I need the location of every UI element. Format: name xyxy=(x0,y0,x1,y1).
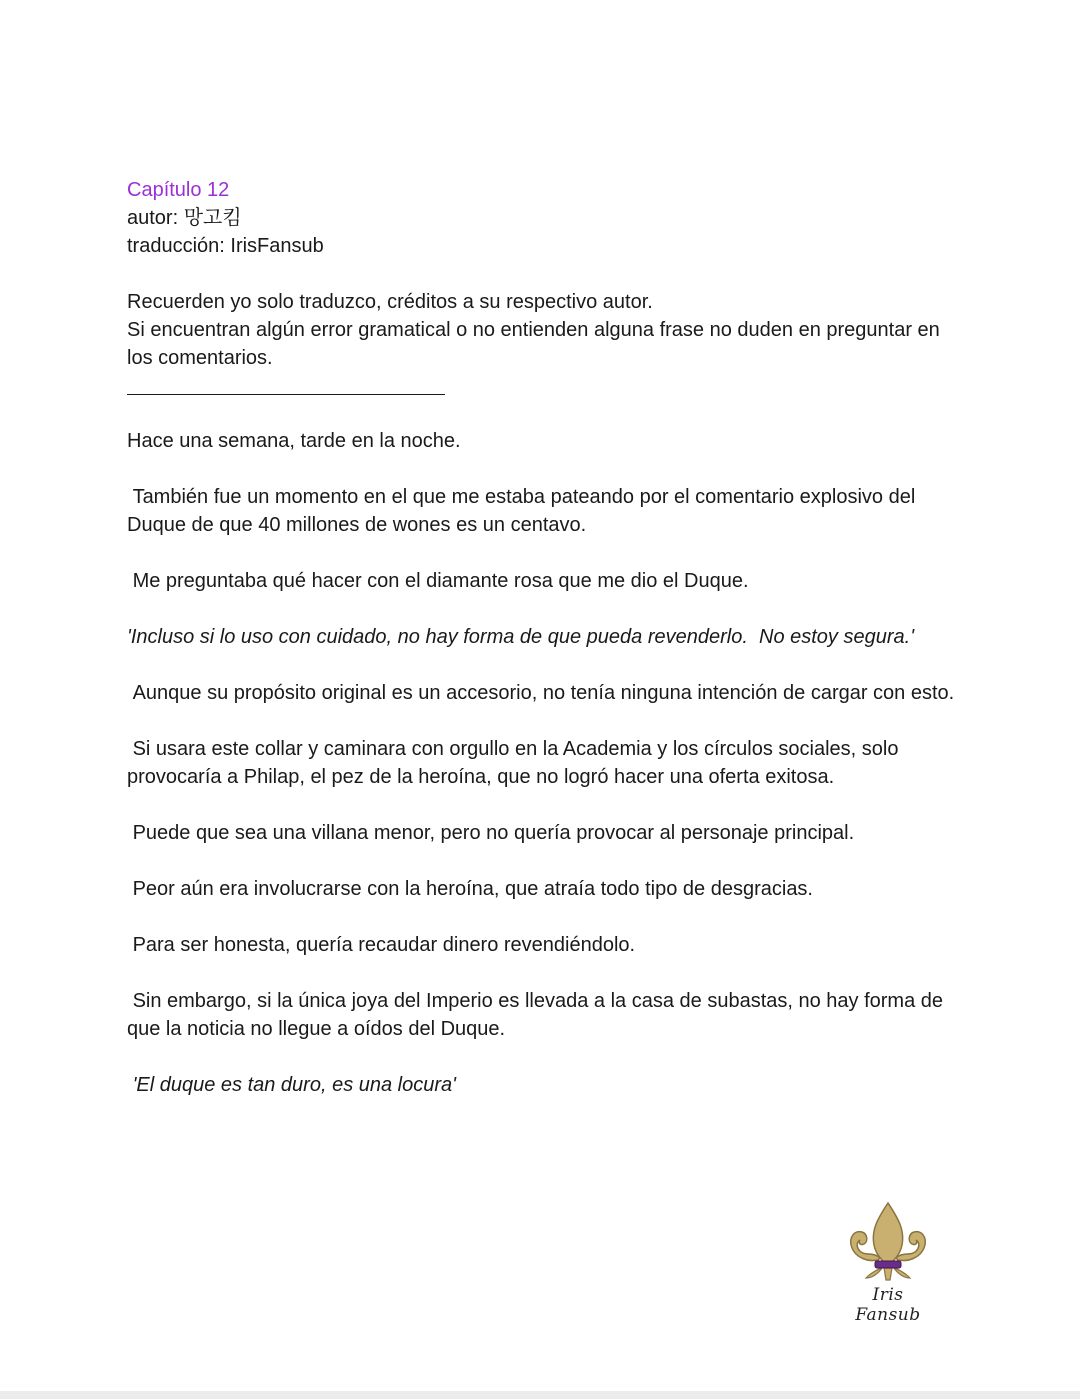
paragraph: Puede que sea una villana menor, pero no quería provocar al personaje principal. xyxy=(127,822,855,844)
notice-line-2: Si encuentran algún error gramatical o no entienden alguna frase no duden en preguntar en los comentarios. xyxy=(127,319,946,369)
paragraph: Para ser honesta, quería recaudar dinero revendiéndolo. xyxy=(127,934,636,956)
chapter-title: Capítulo 12 xyxy=(127,179,230,201)
paragraph: Si usara este collar y caminara con orgullo en la Academia y los círculos sociales, solo provocaría a Philap, el pez de la heroína, que no logró hacer una oferta exitosa. xyxy=(127,738,905,788)
paragraph-thought: 'Incluso si lo uso con cuidado, no hay forma de que pueda revenderlo. No estoy segura.' xyxy=(127,626,915,648)
fleur-de-lis-icon xyxy=(838,1200,938,1285)
page-bottom-edge xyxy=(0,1391,1080,1399)
iris-fansub-logo xyxy=(838,1200,938,1325)
separator-line xyxy=(127,394,445,395)
translation-line: traducción: IrisFansub xyxy=(127,235,324,257)
document-content xyxy=(127,176,957,1127)
logo-text: Iris Fansub xyxy=(855,1285,921,1325)
paragraph: Peor aún era involucrarse con la heroína, que atraía todo tipo de desgracias. xyxy=(127,878,813,900)
paragraph: Sin embargo, si la única joya del Imperio es llevada a la casa de subastas, no hay forma de que la noticia no llegue a oídos del Duque. xyxy=(127,990,949,1040)
paragraph: Hace una semana, tarde en la noche. xyxy=(127,430,461,452)
paragraph-thought: 'El duque es tan duro, es una locura' xyxy=(127,1074,456,1096)
notice-line-1: Recuerden yo solo traduzco, créditos a su respectivo autor. xyxy=(127,291,653,313)
paragraph: Aunque su propósito original es un accesorio, no tenía ninguna intención de cargar con esto. xyxy=(127,682,955,704)
author-line: autor: 망고킴 xyxy=(127,207,242,229)
paragraph: También fue un momento en el que me estaba pateando por el comentario explosivo del Duque de que 40 millones de wones es un centavo. xyxy=(127,486,921,536)
paragraph: Me preguntaba qué hacer con el diamante rosa que me dio el Duque. xyxy=(127,570,749,592)
